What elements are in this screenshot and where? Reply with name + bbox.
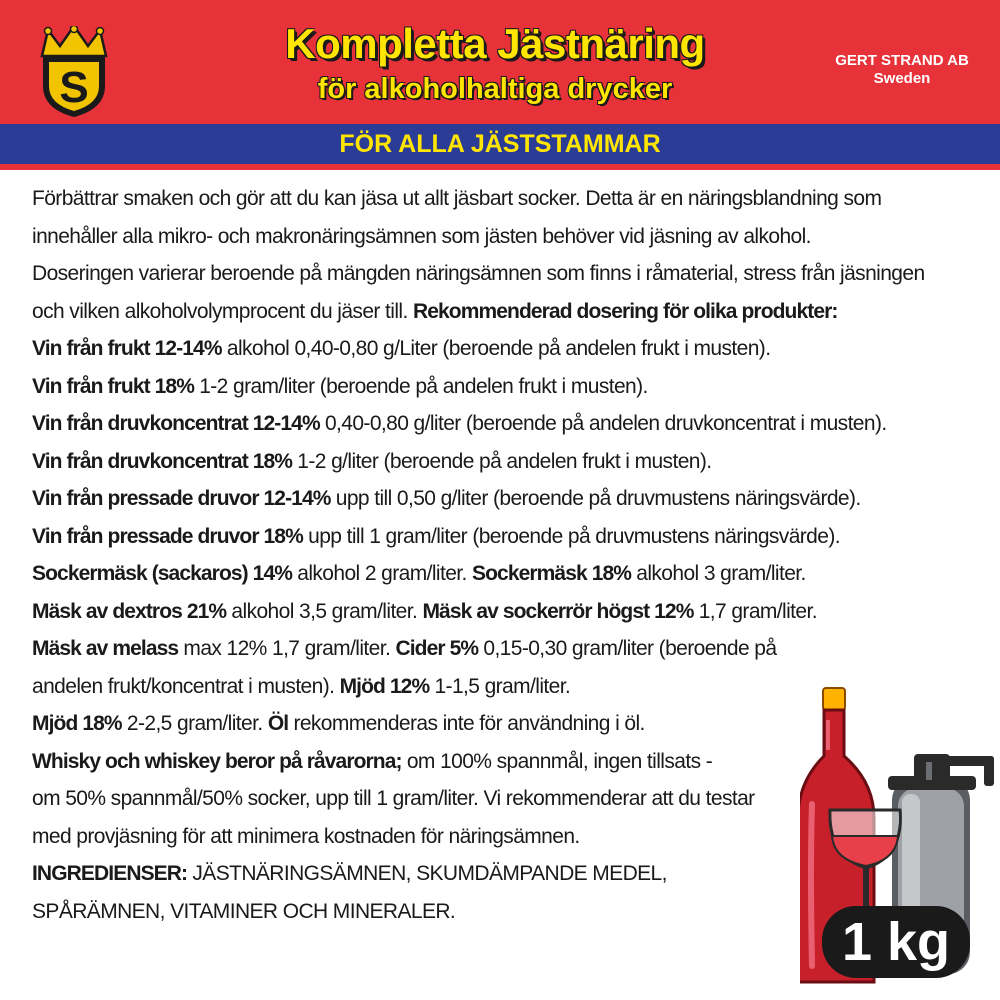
crown-shield-logo-icon <box>38 26 110 118</box>
text-line <box>32 293 972 331</box>
product-label: INGREDIENSER: <box>32 862 188 885</box>
text-segment: 2-2,5 gram/liter. <box>121 712 268 735</box>
yeast-strain-band: FÖR ALLA JÄSTSTAMMAR <box>0 124 1000 164</box>
text-segment: 1,7 gram/liter. <box>693 599 817 623</box>
product-title: Kompletta Jästnäring <box>285 20 705 67</box>
text-segment: alkohol 3,5 gram/liter. <box>226 599 423 623</box>
logo-letter: S <box>59 63 89 112</box>
text-segment: alkohol 2 gram/liter. <box>292 562 472 585</box>
text-segment: upp till 1 gram/liter (beroende på druvmustens näringsvärde). <box>302 524 840 548</box>
product-label: Rekommenderad dosering för olika produkter: <box>412 299 838 323</box>
text-line <box>32 180 972 218</box>
product-label: Whisky och whiskey beror på råvarorna; <box>32 749 402 773</box>
text-line <box>32 368 972 406</box>
text-line <box>32 443 972 481</box>
product-label: Mäsk av dextros 21% <box>32 599 227 623</box>
text-segment: 0,15-0,30 gram/liter (beroende på <box>478 637 777 660</box>
text-line <box>32 218 972 256</box>
header-banner <box>0 0 1000 124</box>
product-label: Vin från frukt 18% <box>32 374 194 398</box>
text-line <box>32 405 972 443</box>
company-country: Sweden <box>873 70 931 87</box>
text-segment: innehåller alla mikro- och makronäringsämnen som jästen behöver vid jäsning av alkohol. <box>32 224 811 248</box>
text-line <box>32 255 972 293</box>
text-segment: alkohol 3 gram/liter. <box>631 562 806 585</box>
red-divider <box>0 164 1000 170</box>
product-label: Cider 5% <box>395 637 479 660</box>
product-label: Vin från druvkoncentrat 12-14% <box>32 412 320 435</box>
product-label: Vin från pressade druvor 12-14% <box>32 487 331 510</box>
text-segment: om 50% spannmål/50% socker, upp till 1 gram/liter. Vi rekommenderar att du testar <box>32 787 755 810</box>
text-segment: rekommenderas inte för användning i öl. <box>288 712 645 735</box>
product-label: Vin från pressade druvor 18% <box>32 524 303 548</box>
text-line <box>32 480 972 518</box>
product-label: Vin från frukt 12-14% <box>32 337 222 360</box>
text-segment: 0,40-0,80 g/liter (beroende på andelen druvkoncentrat i musten). <box>319 412 887 435</box>
text-line <box>32 630 972 668</box>
company-info <box>810 52 994 88</box>
text-line <box>32 330 972 368</box>
product-label: Öl <box>267 712 289 735</box>
text-segment: alkohol 0,40-0,80 g/Liter (beroende på andelen frukt i musten). <box>221 337 771 360</box>
product-label: Mäsk av sockerrör högst 12% <box>422 599 694 623</box>
text-segment: 1-1,5 gram/liter. <box>429 674 571 698</box>
text-segment: JÄSTNÄRINGSÄMNEN, SKUMDÄMPANDE MEDEL, <box>187 862 667 885</box>
text-segment: SPÅRÄMNEN, VITAMINER OCH MINERALER. <box>32 899 456 923</box>
weight-badge: 1 kg <box>822 906 970 978</box>
text-segment: 1-2 g/liter (beroende på andelen frukt i musten). <box>292 449 712 473</box>
text-segment: max 12% 1,7 gram/liter. <box>178 637 396 660</box>
text-segment: Doseringen varierar beroende på mängden näringsämnen som finns i råmaterial, stress från jäsningen <box>32 262 925 285</box>
product-label: Vin från druvkoncentrat 18% <box>32 449 293 473</box>
text-segment: och vilken alkoholvolymprocent du jäser till. <box>32 299 413 323</box>
text-segment: upp till 0,50 g/liter (beroende på druvmustens näringsvärde). <box>330 487 861 510</box>
text-line <box>32 555 972 593</box>
text-segment: Förbättrar smaken och gör att du kan jäsa ut allt jäsbart socker. Detta är en näringsblandning som <box>32 187 882 210</box>
product-label: Mjöd 18% <box>32 712 122 735</box>
product-label: Sockermäsk 18% <box>472 562 632 585</box>
text-segment: med provjäsning för att minimera kostnaden för näringsämnen. <box>32 824 580 848</box>
text-segment: andelen frukt/koncentrat i musten). <box>32 674 340 698</box>
company-name: GERT STRAND AB <box>835 52 969 69</box>
product-label: Sockermäsk (sackaros) 14% <box>32 562 293 585</box>
product-subtitle: för alkoholhaltiga drycker <box>317 73 673 105</box>
text-segment: om 100% spannmål, ingen tillsats - <box>401 749 713 773</box>
product-label: Mjöd 12% <box>339 674 430 698</box>
product-label: Mäsk av melass <box>32 637 179 660</box>
text-line <box>32 593 972 631</box>
text-line <box>32 518 972 556</box>
text-segment: 1-2 gram/liter (beroende på andelen frukt i musten). <box>193 374 648 398</box>
